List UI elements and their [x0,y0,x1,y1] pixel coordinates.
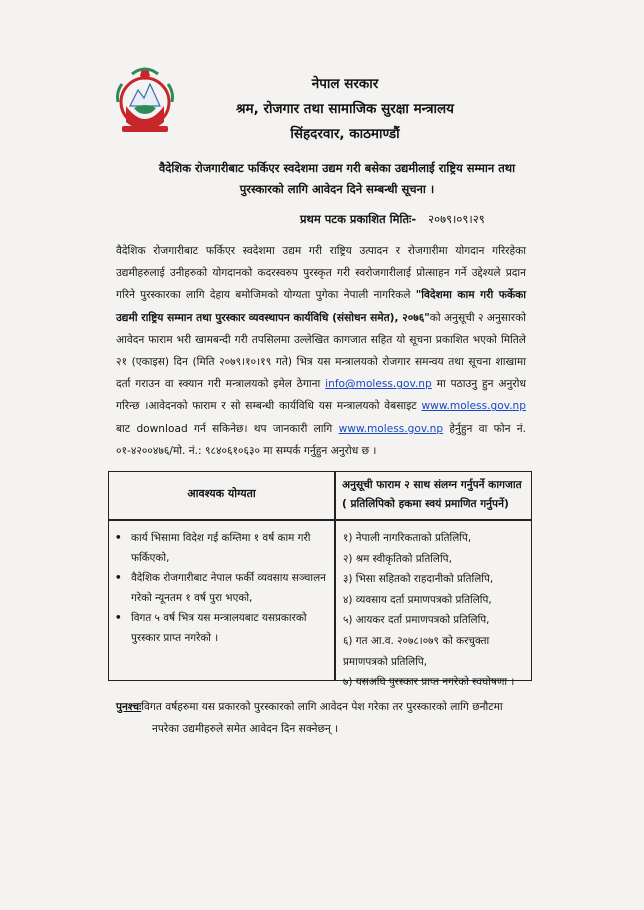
list-item: ५) आयकर दर्ता प्रमाणपत्रको प्रतिलिपि, [343,614,490,627]
documents-header [342,476,530,514]
body-part-3: मा पठाउनु हुन अनुरोध गरिन्छ ।आवेदनको फाराम र सो सम्बन्धी कार्यविधि यस मन्त्रालयको वेबसाइट [116,378,526,413]
ministry-name: श्रम, रोजगार तथा सामाजिक सुरक्षा मन्त्रालय [235,101,455,117]
qualification-header: आवश्यक योग्यता [187,487,256,500]
website-link-1[interactable]: www.moless.gov.np [421,400,526,413]
requirements-table [108,471,532,689]
list-item [115,608,327,648]
table-column-divider [334,472,336,680]
list-item: १) नेपाली नागरिकताको प्रतिलिपि, [343,532,472,544]
documents-header-line-1: अनुसूची फाराम २ साथ संलग्न गर्नुपर्ने कागजात [342,479,522,491]
notice-subject [132,158,542,200]
list-item: ४) व्यवसाय दर्ता प्रमाणपत्रको प्रतिलिपि, [343,593,492,606]
body-part-2: को अनुसूची २ अनुसारको आवेदन फाराम भरी खामबन्दी गरी तपसिलमा उल्लेखित कागजात सहित यो सूचना प्रकाशित भएको मितिले २१ (एकाइस) दिन (मिति २०७९।१०।१९ गते) भित्र यस मन्त्रालयको रोजगार समन्वय तथा सूचना शाखामा दर्ता गराउन वा स्क्यान गरी मन्त्रालयको इमेल ठेगाना [116,311,527,391]
office-header [180,72,510,147]
bullet-icon: • [115,612,122,624]
list-item: ६) गत आ.व. २०७८।०७९ को करचुक्ता प्रमाणपत्रको प्रतिलिपि, [343,634,490,668]
bullet-icon: • [115,532,122,544]
email-link[interactable]: info@moless.gov.np [325,378,432,391]
ministry-address: सिंहदरवार, काठमाण्डौं [290,126,400,142]
bullet-icon: • [115,572,122,584]
body-part-4: बाट download गर्न सकिनेछ। थप जानकारी लागि [116,422,339,435]
subject-line-2: पुरस्कारको लागि आवेदन दिने सम्बन्धी सूचना । [239,182,435,196]
documents-header-line-2: ( प्रतिलिपिको हकमा स्वयं प्रमाणित गर्नुपर्ने) [342,498,509,510]
postscript-note [116,696,546,740]
qualification-list [115,528,327,648]
qualification-text: कार्य भिसामा विदेश गई कम्तिमा १ वर्ष काम गरी फर्किएको, [131,532,311,564]
publication-date-value: २०७९।०९।२९ [428,212,485,226]
table-header-divider [109,519,531,521]
publication-date [300,212,485,227]
body-part-1: वैदेशिक रोजगारीबाट फर्किएर स्वदेशमा उद्यम गरी राष्ट्रिय उत्पादन र रोजगारीमा योगदान गरिरहेका उद्यमीहरुलाई उनीहरुको योगदानको कदरस्वरुप पुरस्कृत गरी स्वरोजगारीलाई प्रोत्साहन गर्ने उद्देश्यले प्रदान गरिने पुरस्कारका लागि देहाय बमोजिमको योग्यता पुगेका नेपाली नागरिकले [116,245,526,302]
list-item [115,568,327,608]
note-text-1: विगत वर्षहरुमा यस प्रकारको पुरस्कारको लागि आवेदन पेश गरेका तर पुरस्कारको लागि छनौटमा [141,701,503,713]
government-name: नेपाल सरकार [311,76,379,92]
procedure-title: "विदेशमा काम गरी फर्केका उद्यमी राष्ट्रिय सम्मान तथा पुरस्कार व्यवस्थापन कार्यविधि (संसोधन समेत), २०७६" [116,289,526,324]
website-link-2[interactable]: www.moless.gov.np [338,422,444,435]
list-item: २) श्रम स्वीकृतिको प्रतिलिपि, [343,552,452,565]
qualification-text: वैदेशिक रोजगारीबाट नेपाल फर्की व्यवसाय सञ्चालन गरेको न्यूनतम १ वर्ष पुरा भएको, [131,572,326,604]
documents-list [343,528,527,693]
publication-date-label: प्रथम पटक प्रकाशित मितिः- [300,212,417,226]
body-part-5: हेर्नुहुन वा फोन नं. ०१-४२००४७६/मो. नं.: ९८४०६१०६३० मा सम्पर्क गर्नुहुन अनुरोध छ । [116,422,527,457]
nepal-emblem-icon [112,62,178,140]
note-line-1 [116,696,546,718]
subject-line-1: वैदेशिक रोजगारीबाट फर्किएर स्वदेशमा उद्यम गरी बसेका उद्यमीलाई राष्ट्रिय सम्मान तथा [158,161,516,175]
notice-body [116,240,526,462]
note-line-2: नपरेका उद्यमीहरुले समेत आवेदन दिन सक्नेछन् । [152,723,339,735]
list-item: ७) यसअघि पुरस्कार प्राप्त नगरेको स्वघोषणा । [343,676,515,689]
list-item [115,528,327,568]
qualification-text: विगत ५ वर्ष भित्र यस मन्त्रालयबाट यसप्रकारको पुरस्कार प्राप्त नगरेको । [131,612,307,644]
list-item: ३) भिसा सहितको राहदानीको प्रतिलिपि, [343,573,494,586]
note-label: पुनश्चः [116,701,142,713]
